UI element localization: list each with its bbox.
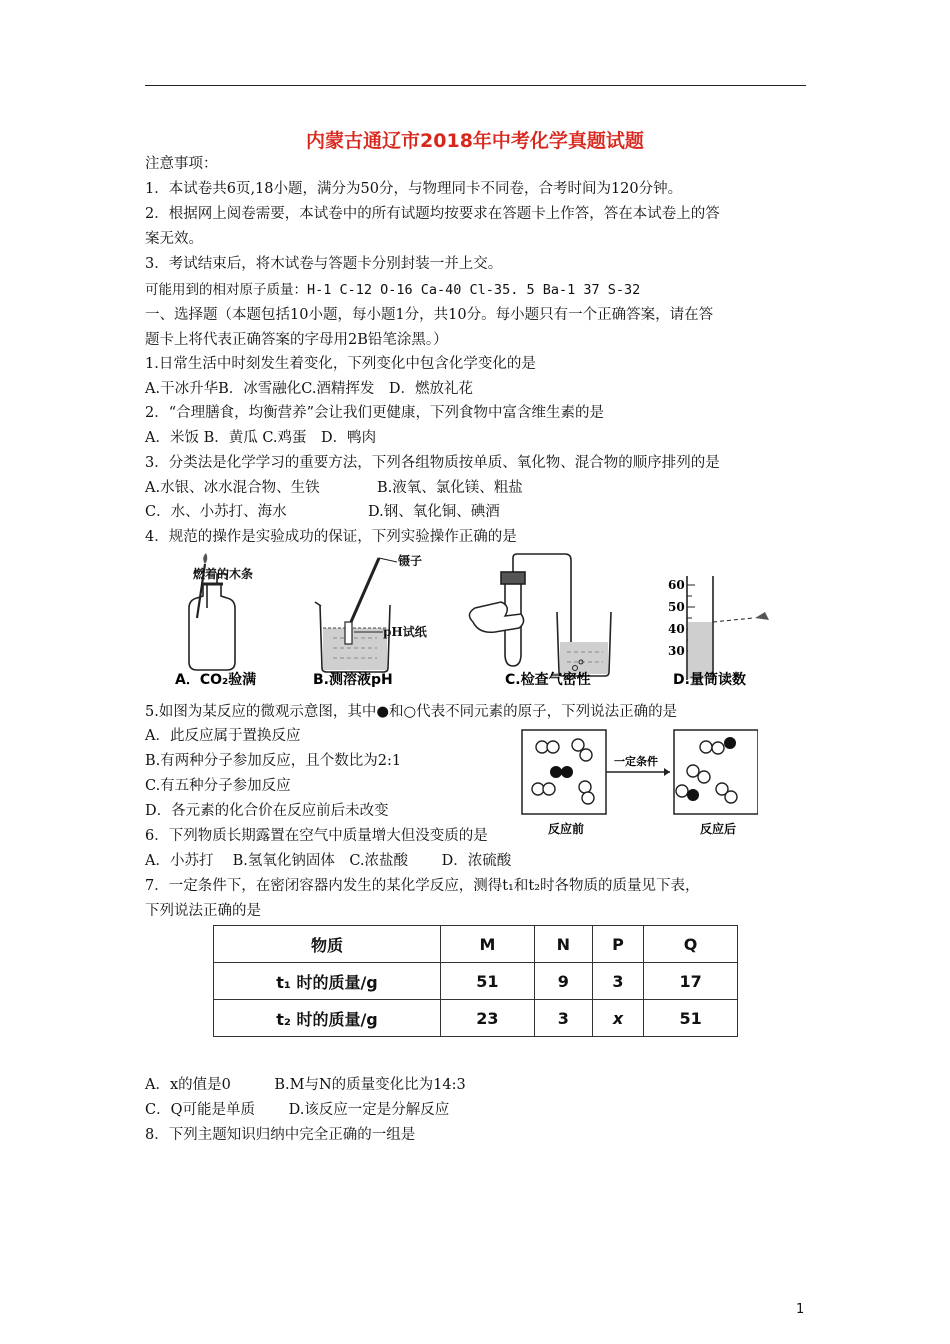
q7-options-cd: C．Q可能是单质 D.该反应一定是分解反应 — [145, 1102, 450, 1118]
eye-icon — [755, 612, 769, 620]
section-heading: 一、选择题（本题包括10小题，每小题1分，共10分。每小题只有一个正确答案，请在答 — [145, 307, 714, 323]
tick-label: 30 — [668, 644, 685, 658]
table-cell: 51 — [644, 1000, 738, 1037]
table-header-cell: P — [592, 926, 643, 963]
condition-label: 一定条件 — [614, 755, 658, 768]
tweezers-icon — [351, 558, 379, 622]
table-header-cell: Q — [644, 926, 738, 963]
q2-options: A．米饭 B．黄瓜 C.鸡蛋 D．鸭肉 — [145, 430, 377, 446]
tick-label: 40 — [668, 622, 685, 636]
q3-option-c: C．水、小苏打、海水 — [145, 504, 287, 520]
notes-heading: 注意事项： — [145, 156, 218, 172]
label-ph-paper: pH试纸 — [383, 625, 427, 639]
table-cell: x — [592, 1000, 643, 1037]
q4-stem: 4．规范的操作是实验成功的保证，下列实验操作正确的是 — [145, 529, 517, 545]
q6-stem: 6．下列物质长期露置在空气中质量增大但没变质的是 — [145, 828, 488, 844]
caption-b: B.测溶液pH — [313, 672, 393, 688]
after-label: 反应后 — [700, 822, 737, 836]
tick-label: 60 — [668, 578, 685, 592]
table-cell: t₂ 时的质量/g — [214, 1000, 441, 1037]
table-cell: t₁ 时的质量/g — [214, 963, 441, 1000]
table-cell: 51 — [441, 963, 535, 1000]
q1-options: A.干冰升华B．冰雪融化C.酒精挥发 D．燃放礼花 — [145, 381, 474, 397]
label-tweezers: 镊子 — [398, 554, 423, 568]
q3-option-d: D.钢、氧化铜、碘酒 — [368, 504, 500, 520]
header-rule — [145, 85, 806, 86]
q2-stem: 2．“合理膳食，均衡营养”会让我们更健康，下列食物中富含维生素的是 — [145, 405, 605, 421]
note-line: 案无效。 — [145, 231, 203, 247]
table-header-row — [214, 926, 738, 963]
table-cell: 3 — [534, 1000, 592, 1037]
table-cell: 17 — [644, 963, 738, 1000]
mass-table — [213, 925, 738, 1037]
caption-c: C.检查气密性 — [505, 672, 591, 688]
q5-option-c: C.有五种分子参加反应 — [145, 778, 291, 794]
q5-reaction-diagram — [518, 725, 758, 840]
note-line: 2．根据网上阅卷需要，本试卷中的所有试题均按要求在答题卡上作答，答在本试卷上的答 — [145, 206, 720, 222]
q7-stem: 7．一定条件下，在密闭容器内发生的某化学反应，测得t₁和t₂时各物质的质量见下表， — [145, 878, 700, 894]
table-cell: 9 — [534, 963, 592, 1000]
q7-options-ab: A．x的值是0 B.M与N的质量变化比为14:3 — [145, 1077, 466, 1093]
q3-option-b: B.液氧、氯化镁、粗盐 — [377, 480, 523, 496]
water-fill — [560, 642, 608, 674]
q3-stem: 3．分类法是化学学习的重要方法，下列各组物质按单质、氧化物、混合物的顺序排列的是 — [145, 455, 720, 471]
label-burning-stick: 燃着的木条 — [193, 567, 254, 581]
page-title: 内蒙古通辽市2018年中考化学真题试题 — [306, 130, 644, 152]
q5-option-a: A．此反应属于置换反应 — [145, 728, 301, 744]
page-number: 1 — [796, 1302, 805, 1317]
liquid-fill — [688, 622, 712, 679]
caption-a: A．CO₂验满 — [175, 672, 257, 688]
q1-stem: 1.日常生活中时刻发生着变化，下列变化中包含化学变化的是 — [145, 356, 536, 372]
flame-icon — [203, 553, 207, 564]
caption-d: D.量筒读数 — [673, 672, 746, 688]
table-cell: 23 — [441, 1000, 535, 1037]
note-line: 1．本试卷共6页,18小题，满分为50分，与物理同卡不同卷，合考时间为120分钟。 — [145, 181, 683, 197]
atomic-masses: 可能用到的相对原子质量：H-1 C-12 O-16 Ca-40 Cl-35. 5 Ba-1 37 S-32 — [145, 282, 641, 298]
table-row — [214, 963, 738, 1000]
q8-stem: 8．下列主题知识归纳中完全正确的一组是 — [145, 1127, 416, 1143]
ph-paper-strip — [345, 622, 352, 644]
hand-icon — [469, 602, 523, 632]
q7-stem-cont: 下列说法正确的是 — [145, 903, 261, 919]
q6-options: A．小苏打 B.氢氧化钠固体 C.浓盐酸 D．浓硫酸 — [145, 853, 512, 869]
table-cell: 3 — [592, 963, 643, 1000]
table-header-cell: 物质 — [214, 926, 441, 963]
q5-option-b: B.有两种分子参加反应，且个数比为2:1 — [145, 753, 402, 769]
q5-stem: 5.如图为某反应的微观示意图，其中●和○代表不同元素的原子，下列说法正确的是 — [145, 704, 678, 720]
solution-fill — [323, 628, 387, 670]
note-line: 3．考试结束后，将木试卷与答题卡分别封装一并上交。 — [145, 256, 503, 272]
before-label: 反应前 — [548, 822, 585, 836]
table-header-cell: M — [441, 926, 535, 963]
q5-option-d: D．各元素的化合价在反应前后未改变 — [145, 803, 389, 819]
q3-option-a: A.水银、冰水混合物、生铁 — [145, 480, 320, 496]
section-heading-cont: 题卡上将代表正确答案的字母用2B铅笔涂黑。） — [145, 332, 448, 348]
table-header-cell: N — [534, 926, 592, 963]
table-row — [214, 1000, 738, 1037]
tick-label: 50 — [668, 600, 685, 614]
q4-experiment-figure — [165, 550, 805, 692]
